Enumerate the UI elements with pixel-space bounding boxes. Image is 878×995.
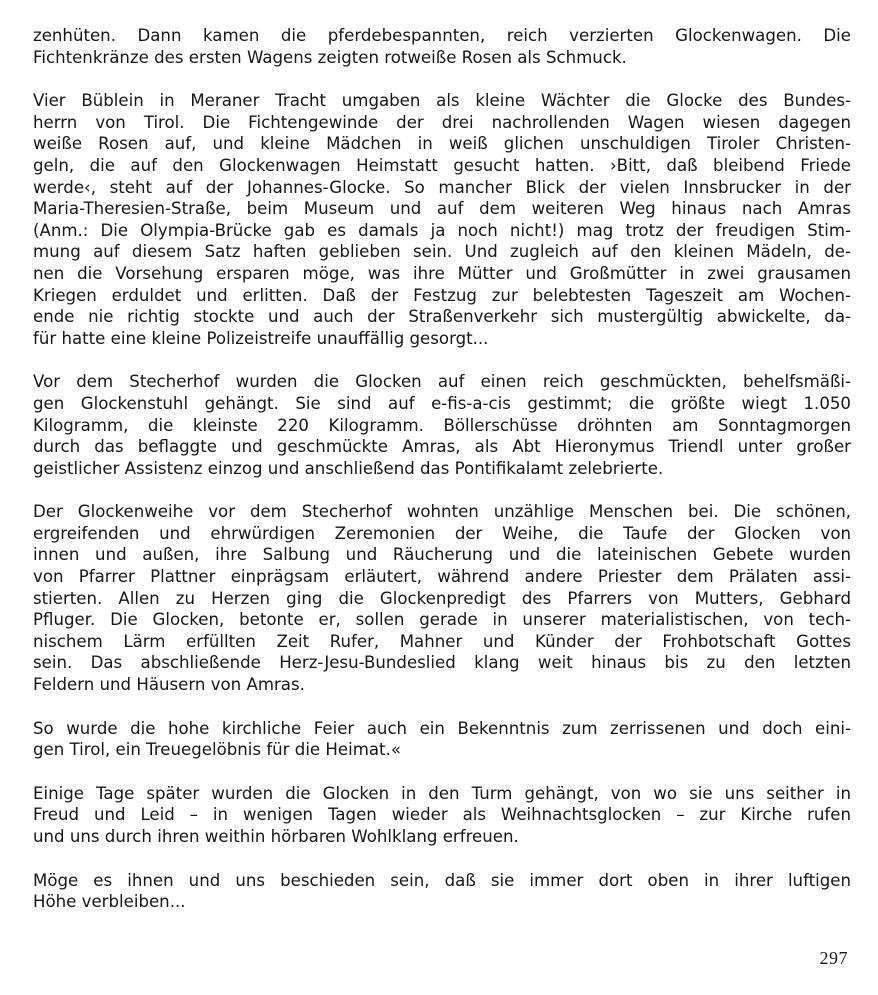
text-line: ende nie richtig stockte und auch der Straßenverkehr sich mustergültig abwickelte, da- [33, 307, 851, 327]
paragraph [33, 371, 851, 479]
text-line: geistlicher Assistenz einzog und anschließend das Pontifikalamt zelebrierte. [33, 458, 664, 478]
paragraph [33, 25, 851, 68]
paragraph [33, 870, 851, 913]
text-line: mung auf diesem Satz haften geblieben sein. Und zugleich auf den kleinen Mädeln, de- [33, 242, 851, 262]
text-line: Maria-Theresien-Straße, beim Museum und auf dem weiteren Weg hinaus nach Amras [33, 199, 851, 219]
text-line: Möge es ihnen und uns beschieden sein, daß sie immer dort oben in ihrer luftigen [33, 870, 851, 890]
text-line: Kriegen erduldet und erlitten. Daß der Festzug zur belebtesten Tageszeit am Wochen- [33, 285, 851, 305]
text-line: Einige Tage später wurden die Glocken in den Turm gehängt, von wo sie uns seither in [33, 783, 851, 803]
text-line: Kilogramm, die kleinste 220 Kilogramm. Böllerschüsse dröhnten am Sonntagmorgen [33, 415, 851, 435]
text-line: Freud und Leid – in wenigen Tagen wieder als Weihnachtsglocken – zur Kirche rufen [33, 805, 851, 825]
text-line: sein. Das abschließende Herz-Jesu-Bundeslied klang weit hinaus bis zu den letzten [33, 653, 851, 673]
text-line: nen die Vorsehung ersparen möge, was ihre Mütter und Großmütter in zwei grausamen [33, 263, 851, 283]
text-line: durch das beflaggte und geschmückte Amras, als Abt Hieronymus Triendl unter großer [33, 437, 851, 457]
text-line: Höhe verbleiben... [33, 892, 186, 912]
text-line: herrn von Tirol. Die Fichtengewinde der drei nachrollenden Wagen wiesen dagegen [33, 112, 851, 132]
text-line: Pfluger. Die Glocken, betonte er, sollen gerade in unserer materialistischen, von tech- [33, 610, 851, 630]
paragraph [33, 783, 851, 848]
text-line: Vor dem Stecherhof wurden die Glocken auf einen reich geschmückten, behelfsmäßi- [33, 372, 851, 392]
text-line: zenhüten. Dann kamen die pferdebespannten, reich verzierten Glockenwagen. Die [33, 26, 851, 45]
text-line: geln, die auf den Glockenwagen Heimstatt gesucht hatten. ›Bitt, daß bleibend Friede [33, 155, 851, 175]
text-line: für hatte eine kleine Polizeistreife unauffällig gesorgt... [33, 328, 489, 348]
page-body [33, 25, 851, 935]
text-line: gen Tirol, ein Treuegelöbnis für die Heimat.« [33, 740, 401, 760]
page-number: 297 [819, 948, 848, 968]
paragraph [33, 501, 851, 695]
paragraph [33, 718, 851, 761]
text-line: ergreifenden und ehrwürdigen Zeremonien der Weihe, die Taufe der Glocken von [33, 523, 851, 543]
text-line: werde‹, steht auf der Johannes-Glocke. So mancher Blick der vielen Innsbrucker in der [33, 177, 851, 197]
text-line: Der Glockenweihe vor dem Stecherhof wohnten unzählige Menschen bei. Die schönen, [33, 502, 851, 522]
text-line: weiße Rosen auf, und kleine Mädchen in weiß glichen unschuldigen Tiroler Christen- [33, 134, 851, 154]
text-line: nischem Lärm erfüllten Zeit Rufer, Mahner und Künder der Frohbotschaft Gottes [33, 631, 851, 651]
text-line: (Anm.: Die Olympia-Brücke gab es damals ja noch nicht!) mag trotz der freudigen Stim- [33, 220, 851, 240]
text-line: von Pfarrer Plattner einprägsam erläutert, während andere Priester dem Prälaten assi- [33, 567, 851, 587]
paragraph [33, 90, 851, 349]
text-line: und uns durch ihren weithin hörbaren Wohlklang erfreuen. [33, 827, 519, 846]
text-line: Vier Büblein in Meraner Tracht umgaben als kleine Wächter die Glocke des Bundes- [33, 91, 851, 111]
text-line: stierten. Allen zu Herzen ging die Glockenpredigt des Pfarrers von Mutters, Gebhard [33, 588, 851, 608]
text-line: gen Glockenstuhl gehängt. Sie sind auf e-fis-a-cis gestimmt; die größte wiegt 1.050 [33, 393, 851, 413]
text-line: innen und außen, ihre Salbung und Räucherung und die lateinischen Gebete wurden [33, 545, 851, 565]
text-line: Fichtenkränze des ersten Wagens zeigten rotweiße Rosen als Schmuck. [33, 47, 627, 67]
text-line: Feldern und Häusern von Amras. [33, 675, 305, 695]
text-line: So wurde die hohe kirchliche Feier auch ein Bekenntnis zum zerrissenen und doch eini- [33, 718, 851, 738]
